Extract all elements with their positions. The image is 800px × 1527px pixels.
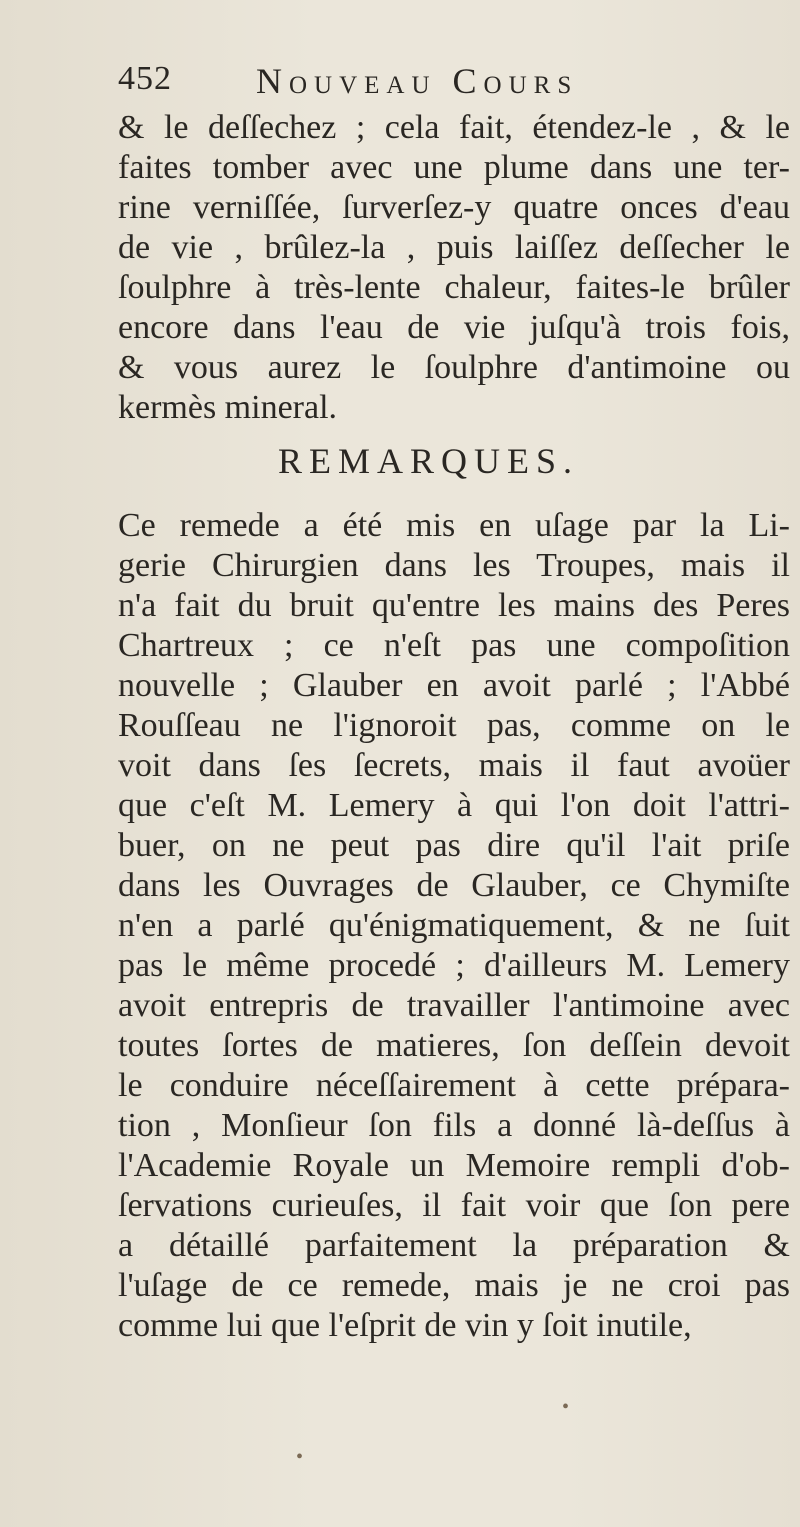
text-line: Rouſſeau ne l'ignoroit pas, comme on le: [118, 707, 790, 744]
text-line: Chartreux ; ce n'eſt pas une compoſition: [118, 627, 790, 664]
text-line: comme lui que l'eſprit de vin y ſoit inutile,: [118, 1307, 692, 1344]
text-line: buer, on ne peut pas dire qu'il l'ait priſe: [118, 827, 790, 864]
remarks-text: [118, 506, 790, 1346]
text-line: l'uſage de ce remede, mais je ne croi pas: [118, 1267, 790, 1304]
text-line: & vous aurez le ſoulphre d'antimoine ou: [118, 349, 790, 386]
text-line: nouvelle ; Glauber en avoit parlé ; l'Abbé: [118, 667, 790, 704]
paper-speck: •: [296, 1446, 304, 1468]
page-number: 452: [118, 60, 172, 97]
text-line: le conduire néceſſairement à cette prépara-: [118, 1067, 790, 1104]
text-line: voit dans ſes ſecrets, mais il faut avoüer: [118, 747, 790, 784]
text-line: ſoulphre à très-lente chaleur, faites-le brûler: [118, 269, 790, 306]
text-line: pas le même procedé ; d'ailleurs M. Lemery: [118, 947, 790, 984]
text-line: ſervations curieuſes, il fait voir que ſon pere: [118, 1187, 790, 1224]
text-line: de vie , brûlez-la , puis laiſſez deſſecher le: [118, 229, 790, 266]
text-line: Ce remede a été mis en uſage par la Li-: [118, 507, 790, 544]
text-line: encore dans l'eau de vie juſqu'à trois fois,: [118, 309, 790, 346]
text-line: & le deſſechez ; cela fait, étendez-le , & le: [118, 109, 790, 146]
text-line: tion , Monſieur ſon fils a donné là-deſſus à: [118, 1107, 790, 1144]
running-head: [118, 60, 678, 104]
text-line: gerie Chirurgien dans les Troupes, mais il: [118, 547, 790, 584]
text-line: que c'eſt M. Lemery à qui l'on doit l'attri-: [118, 787, 790, 824]
paper-speck: •: [562, 1396, 570, 1418]
text-line: n'a fait du bruit qu'entre les mains des Peres: [118, 587, 790, 624]
text-line: dans les Ouvrages de Glauber, ce Chymiſte: [118, 867, 790, 904]
text-line: rine verniſſée, ſurverſez-y quatre onces d'eau: [118, 189, 790, 226]
section-heading: REMARQUES.: [278, 441, 580, 481]
text-line: a détaillé parfaitement la préparation &: [118, 1227, 790, 1264]
recipe-text: [118, 108, 790, 428]
text-line: faites tomber avec une plume dans une ter-: [118, 149, 790, 186]
text-line: kermès mineral.: [118, 389, 338, 426]
text-line: l'Academie Royale un Memoire rempli d'ob-: [118, 1147, 790, 1184]
text-line: toutes ſortes de matieres, ſon deſſein devoit: [118, 1027, 790, 1064]
text-line: avoit entrepris de travailler l'antimoine avec: [118, 987, 790, 1024]
text-line: n'en a parlé qu'énigmatiquement, & ne ſuit: [118, 907, 790, 944]
running-title: Nouveau Cours: [256, 61, 579, 101]
